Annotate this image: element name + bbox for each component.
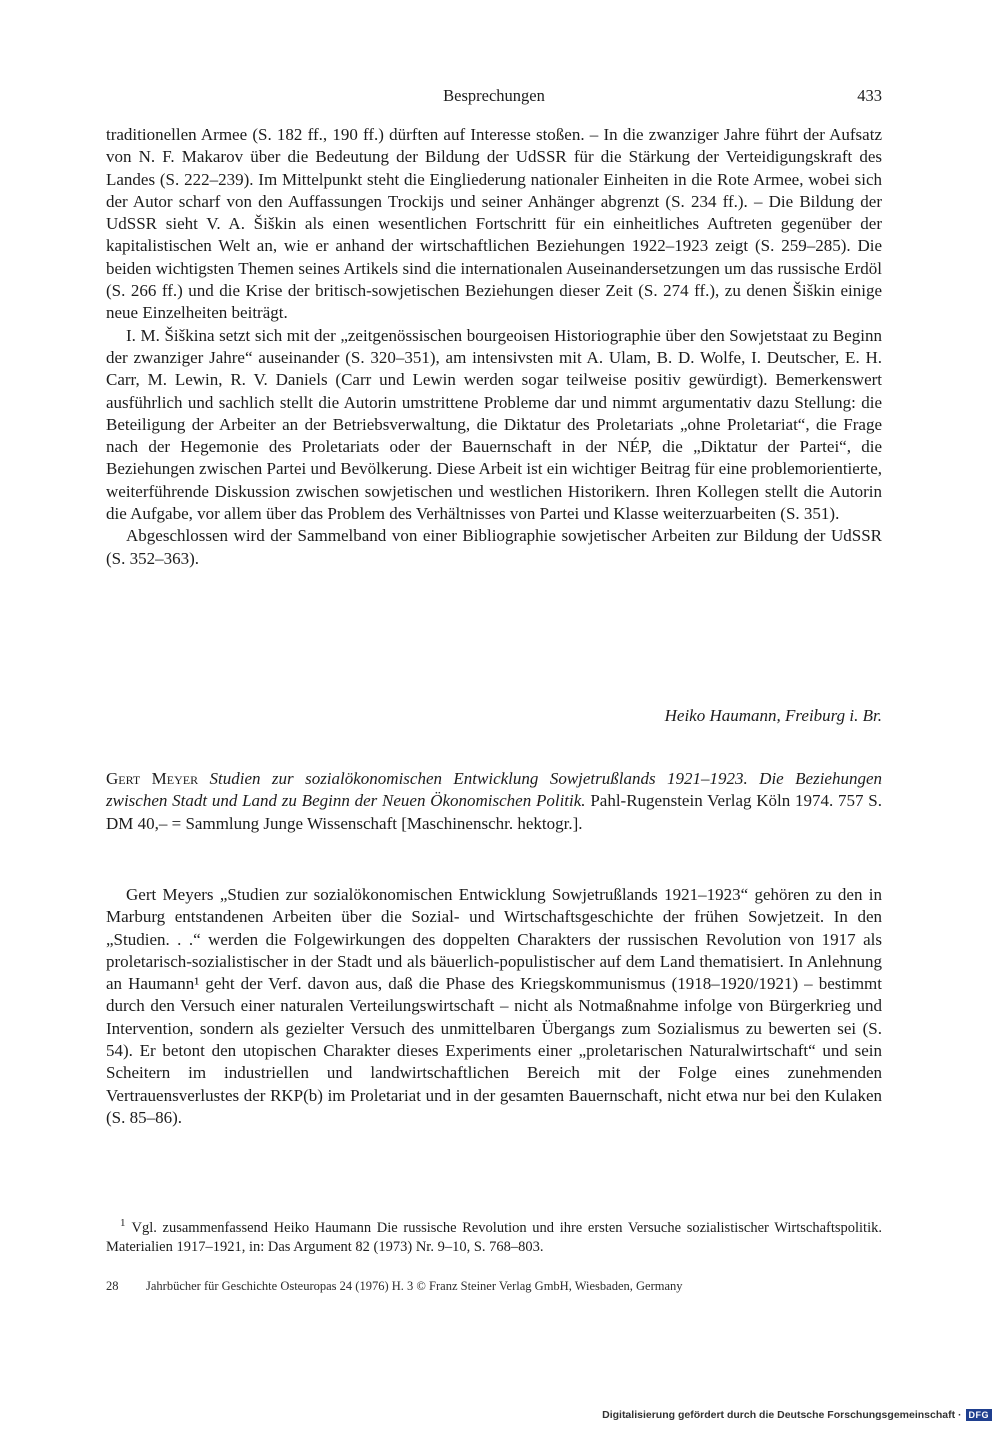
dfg-notice-text: Digitalisierung gefördert durch die Deutsche Forschungsgemeinschaft · <box>602 1409 962 1421</box>
footnote-text: Vgl. zusammenfassend Heiko Haumann Die russische Revolution und ihre ersten Versuche sozialistischer Wirtschaftspolitik. Materialien 1917–1921, in: Das Argument 82 (1973) Nr. 9–10, S. 768–803. <box>106 1219 882 1256</box>
review2-bibliography <box>106 768 882 835</box>
running-head <box>106 86 882 108</box>
review1-body <box>106 124 882 570</box>
review2-body <box>106 884 882 1129</box>
running-head-title: Besprechungen <box>443 86 545 105</box>
imprint-text: Jahrbücher für Geschichte Osteuropas 24 (1976) H. 3 © Franz Steiner Verlag GmbH, Wiesbaden, Germany <box>146 1279 683 1293</box>
review1-paragraph-3: Abgeschlossen wird der Sammelband von einer Bibliographie sowjetischer Arbeiten zur Bildung der UdSSR (S. 352–363). <box>106 526 882 568</box>
dfg-funding-notice <box>602 1409 992 1421</box>
review2-paragraph-1: Gert Meyers „Studien zur sozialökonomischen Entwicklung Sowjetrußlands 1921–1923“ gehören zu den in Marburg entstandenen Arbeiten über die Sozial- und Wirtschaftsgeschichte der frühen Sowjetzeit. In den „Studien. . .“ werden die Folgewirkungen des doppelten Charakters der russischen Revolution von 1917 als proletarisch-sozialistischer in der Stadt und als bäuerlich-populistischer auf dem Land thematisiert. In Anlehnung an Haumann¹ geht der Verf. davon aus, daß die Phase des Kriegskommunismus (1918–1920/1921) – bestimmt durch den Versuch einer naturalen Verteilungswirtschaft – nicht als Notmaßnahme infolge von Bürgerkrieg und Intervention, sondern als gezielter Versuch des unmittelbaren Übergangs zum Sozialismus zu bewerten sei (S. 54). Er betont den utopischen Charakter dieses Experiments einer „proletarischen Naturalwirtschaft“ und sein Scheitern im industriellen und landwirtschaftlichen Bereich mit der Folge eines zunehmenden Vertrauensverlustes der RKP(b) im Proletariat und in der gesamten Bauernschaft, nicht etwa nur bei den Kulaken (S. 85–86). <box>106 885 882 1127</box>
review2-book-title: Studien zur sozialökonomischen Entwicklung Sowjetrußlands 1921–1923. Die Beziehungen zwischen Stadt und Land zu Beginn der Neuen Ökonomischen Politik. <box>106 769 883 811</box>
review1-paragraph-2: I. M. Šiškina setzt sich mit der „zeitgenössischen bourgeoisen Historiographie über den Sowjetstaat zu Beginn der zwanziger Jahre“ auseinander (S. 320–351), am intensivsten mit A. Ulam, B. D. Wolfe, I. Deutscher, E. H. Carr, M. Lewin, R. V. Daniels (Carr und Lewin werden sogar teilweise positiv gewürdigt). Bemerkenswert ausführlich und sachlich stellt die Autorin umstrittene Probleme dar und nimmt argumentativ dazu Stellung: die Beteiligung der Arbeiter an der Betriebsverwaltung, die Diktatur des Proletariats „ohne Proletariat“, die Frage nach der Hegemonie des Proletariats oder der Bauernschaft in der NÉP, die „Diktatur der Partei“, die Beziehungen zwischen Partei und Bevölkerung. Diese Arbeit ist ein wichtiger Beitrag für eine problemorientierte, weiterführende Diskussion zwischen sowjetischen und westlichen Historikern. Ihren Kollegen stellt die Autorin die Aufgabe, vor allem über das Problem des Verhältnisses von Partei und Klasse weiterzuarbeiten (S. 351). <box>106 325 882 524</box>
review1-paragraph-1: traditionellen Armee (S. 182 ff., 190 ff.) dürften auf Interesse stoßen. – In die zwanziger Jahre führt der Aufsatz von N. F. Makarov über die Bedeutung der Bildung der UdSSR für die Stärkung der Verteidigungskraft des Landes (S. 222–239). Im Mittelpunkt steht die Eingliederung nationaler Einheiten in die Rote Armee, wobei sich der Autor scharf von den Auffassungen Trockijs und seiner Anhänger abgrenzt (S. 234 ff.). – Die Bildung der UdSSR sieht V. A. Šiškin als einen wesentlichen Fortschritt für ein einheitliches Auftreten gegenüber der kapitalistischen Welt an, wie er anhand der wirtschaftlichen Beziehungen 1922–1923 zeigt (S. 259–285). Die beiden wichtigsten Themen seines Artikels sind die internationalen Auseinandersetzungen um das russische Erdöl (S. 266 ff.) und die Krise der britisch-sowjetischen Beziehungen dieser Zeit (S. 274 ff.), zu denen Šiškin einige neue Einzelheiten beiträgt. <box>106 125 882 323</box>
signature-number: 28 <box>106 1279 119 1293</box>
page-number: 433 <box>857 86 882 105</box>
review1-signature: Heiko Haumann, Freiburg i. Br. <box>664 706 882 725</box>
dfg-logo: DFG <box>966 1409 993 1421</box>
review2-author: Gert Meyer <box>106 769 199 788</box>
review2-publication: Pahl-Rugenstein Verlag Köln 1974. 757 S. DM 40,– = Sammlung Junge Wissenschaft [Maschinenschr. hektogr.]. <box>106 791 883 833</box>
footnote-number: 1 <box>120 1217 126 1229</box>
footnote <box>106 1214 882 1258</box>
